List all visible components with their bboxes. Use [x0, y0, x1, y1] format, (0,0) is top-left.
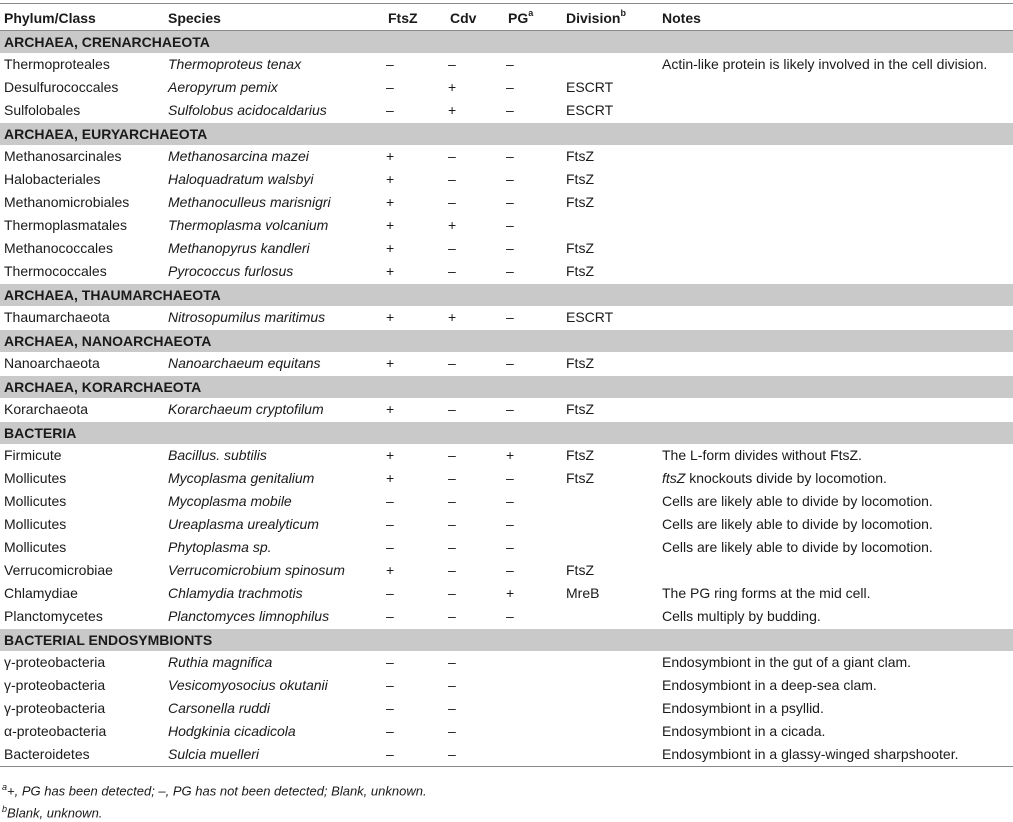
table-row — [0, 145, 1013, 168]
cell-cdv: – — [448, 608, 456, 624]
cell-phylum: Thaumarchaeota — [4, 309, 110, 325]
cell-cdv: – — [448, 585, 456, 601]
cell-pg: + — [506, 585, 515, 601]
cell-species: Haloquadratum walsbyi — [168, 171, 314, 187]
cell-notes — [658, 559, 1013, 582]
cell-phylum: Bacteroidetes — [0, 743, 164, 767]
cell-ftsz: + — [386, 470, 395, 486]
cell-notes — [658, 99, 1013, 123]
cell-ftsz: – — [386, 723, 394, 739]
cell-species: Chlamydia trachmotis — [168, 585, 303, 601]
header-phylum: Phylum/Class — [0, 6, 164, 31]
cell-cdv: – — [448, 654, 456, 670]
cell-division — [562, 674, 658, 697]
cell-ftsz: – — [386, 585, 394, 601]
cell-division — [562, 490, 658, 513]
cell-notes — [658, 260, 1013, 284]
cell-cdv: – — [448, 263, 456, 279]
cell-notes — [658, 191, 1013, 214]
cell-notes: Endosymbiont in the gut of a giant clam. — [662, 654, 912, 670]
table-row — [0, 674, 1013, 697]
cell-phylum: Halobacteriales — [4, 171, 101, 187]
cell-species: Bacillus. subtilis — [168, 447, 267, 463]
cell-species: Hodgkinia cicadicola — [168, 723, 296, 739]
cell-division — [562, 651, 658, 674]
cell-notes: The L-form divides without FtsZ. — [662, 447, 862, 463]
cell-division: FtsZ — [566, 562, 594, 578]
cell-notes: Endosymbiont in a glassy-winged sharpshooter. — [658, 743, 1013, 767]
cell-division — [562, 605, 658, 629]
section-row — [0, 422, 1013, 445]
cell-species: Methanoculleus marisnigri — [168, 194, 331, 210]
cell-ftsz: – — [386, 102, 394, 118]
header-ftsz: FtsZ — [384, 6, 446, 31]
cell-division — [562, 536, 658, 559]
cell-ftsz: – — [386, 700, 394, 716]
cell-notes: Cells are likely able to divide by locomotion. — [662, 493, 933, 509]
cell-pg: – — [506, 309, 514, 325]
header-division-footnote-mark: b — [620, 8, 626, 19]
footnote-a — [0, 782, 427, 798]
division-table — [0, 6, 1013, 767]
table-row — [0, 214, 1013, 237]
cell-pg: – — [506, 171, 514, 187]
cell-ftsz: + — [386, 447, 395, 463]
cell-notes — [658, 467, 1013, 490]
cell-species: Phytoplasma sp. — [168, 539, 272, 555]
section-row — [0, 284, 1013, 307]
cell-division: FtsZ — [566, 355, 594, 371]
cell-ftsz: + — [386, 171, 395, 187]
table-row — [0, 582, 1013, 605]
cell-ftsz: – — [386, 493, 394, 509]
table-row — [0, 53, 1013, 76]
cell-pg: – — [506, 493, 514, 509]
cell-pg: – — [506, 217, 514, 233]
cell-division: FtsZ — [566, 194, 594, 210]
cell-pg: + — [506, 447, 515, 463]
cell-ftsz: + — [386, 309, 395, 325]
cell-ftsz: – — [386, 79, 394, 95]
cell-ftsz: – — [384, 743, 446, 767]
header-row — [0, 6, 1013, 31]
section-title: ARCHAEA, KORARCHAEOTA — [0, 376, 1013, 399]
table-row — [0, 720, 1013, 743]
cell-phylum: Verrucomicrobiae — [4, 562, 113, 578]
cell-species: Aeropyrum pemix — [168, 79, 278, 95]
cell-cdv: + — [448, 217, 457, 233]
table-header — [0, 6, 1013, 31]
cell-ftsz: – — [386, 516, 394, 532]
header-division-label: Division — [566, 10, 621, 26]
cell-pg — [504, 697, 562, 720]
cell-pg — [504, 720, 562, 743]
footnote-b-mark: b — [2, 804, 8, 814]
cell-notes — [658, 237, 1013, 260]
cell-cdv: – — [448, 194, 456, 210]
cell-pg: – — [506, 194, 514, 210]
section-row — [0, 123, 1013, 146]
cell-phylum: Mollicutes — [4, 539, 67, 555]
cell-cdv: – — [448, 677, 456, 693]
cell-notes: Cells are likely able to divide by locomotion. — [662, 516, 933, 532]
cell-pg: – — [506, 240, 514, 256]
cell-cdv: – — [448, 516, 456, 532]
section-row — [0, 330, 1013, 353]
cell-pg — [504, 743, 562, 767]
cell-species: Thermoproteus tenax — [168, 56, 302, 72]
section-title: ARCHAEA, NANOARCHAEOTA — [0, 330, 1013, 353]
cell-phylum: Methanomicrobiales — [4, 194, 130, 210]
cell-ftsz: + — [386, 194, 395, 210]
cell-ftsz: + — [386, 263, 395, 279]
cell-cdv: + — [448, 309, 457, 325]
table-row — [0, 490, 1013, 513]
cell-notes: Endosymbiont in a cicada. — [662, 723, 826, 739]
cell-pg — [504, 651, 562, 674]
cell-ftsz: – — [386, 539, 394, 555]
cell-ftsz: – — [386, 56, 394, 72]
cell-phylum: Methanosarcinales — [4, 148, 122, 164]
footnote-b-text: Blank, unknown. — [7, 805, 103, 821]
cell-species: Ruthia magnifica — [168, 654, 273, 670]
cell-cdv: – — [448, 562, 456, 578]
cell-phylum: Methanococcales — [4, 240, 113, 256]
section-title: BACTERIA — [0, 422, 1013, 445]
cell-pg: – — [506, 562, 514, 578]
cell-cdv: – — [448, 171, 456, 187]
cell-species: Nanoarchaeum equitans — [168, 355, 321, 371]
cell-species: Ureaplasma urealyticum — [168, 516, 319, 532]
cell-cdv: + — [448, 102, 457, 118]
cell-phylum: Firmicute — [4, 447, 62, 463]
cell-pg: – — [506, 102, 514, 118]
cell-ftsz: + — [386, 562, 395, 578]
section-title: ARCHAEA, CRENARCHAEOTA — [0, 31, 1013, 54]
cell-phylum: Nanoarchaeota — [4, 355, 100, 371]
cell-cdv: + — [448, 79, 457, 95]
cell-phylum: Planctomycetes — [4, 608, 103, 624]
cell-species: Planctomyces limnophilus — [168, 608, 330, 624]
cell-ftsz: – — [386, 654, 394, 670]
cell-species: Methanopyrus kandleri — [168, 240, 310, 256]
section-title: ARCHAEA, EURYARCHAEOTA — [0, 123, 1013, 146]
table-row — [0, 651, 1013, 674]
table-row — [0, 191, 1013, 214]
cell-ftsz: + — [386, 401, 395, 417]
cell-phylum: γ-proteobacteria — [4, 677, 106, 693]
cell-species: Mycoplasma mobile — [168, 493, 292, 509]
header-cdv: Cdv — [446, 6, 504, 31]
cell-notes — [658, 214, 1013, 237]
cell-division — [562, 53, 658, 76]
cell-division — [562, 743, 658, 767]
cell-species: Vesicomyosocius okutanii — [168, 677, 328, 693]
cell-pg: – — [506, 470, 514, 486]
header-division — [562, 6, 658, 31]
cell-species: Methanosarcina mazei — [168, 148, 309, 164]
cell-notes: The PG ring forms at the mid cell. — [662, 585, 871, 601]
cell-notes — [658, 145, 1013, 168]
table-row — [0, 605, 1013, 629]
cell-species: Sulfolobus acidocaldarius — [168, 102, 327, 118]
table-row — [0, 76, 1013, 99]
cell-ftsz: – — [386, 608, 394, 624]
cell-phylum: Mollicutes — [4, 470, 67, 486]
section-title: ARCHAEA, THAUMARCHAEOTA — [0, 284, 1013, 307]
footnote-a-mark: a — [2, 782, 8, 792]
cell-cdv: – — [448, 539, 456, 555]
cell-cdv: – — [448, 240, 456, 256]
cell-species: Thermoplasma volcanium — [168, 217, 329, 233]
cell-cdv: – — [448, 493, 456, 509]
table-row — [0, 697, 1013, 720]
table-row — [0, 260, 1013, 284]
cell-species: Korarchaeum cryptofilum — [168, 401, 324, 417]
table-row — [0, 536, 1013, 559]
cell-notes — [658, 352, 1013, 376]
section-row — [0, 31, 1013, 54]
table-row — [0, 743, 1013, 767]
table-row — [0, 99, 1013, 123]
cell-division: ESCRT — [566, 309, 614, 325]
cell-division: FtsZ — [566, 148, 594, 164]
cell-division: FtsZ — [566, 470, 594, 486]
cell-phylum: Thermoproteales — [4, 56, 110, 72]
cell-phylum: Mollicutes — [4, 516, 67, 532]
header-pg-label: PG — [508, 10, 529, 26]
cell-cdv: – — [448, 355, 456, 371]
cell-cdv: – — [448, 447, 456, 463]
header-notes: Notes — [658, 6, 1013, 31]
table-row — [0, 513, 1013, 536]
cell-cdv: – — [448, 56, 456, 72]
cell-division: FtsZ — [566, 240, 594, 256]
cell-cdv: – — [448, 148, 456, 164]
cell-phylum: γ-proteobacteria — [4, 654, 106, 670]
cell-pg: – — [506, 263, 514, 279]
cell-phylum: α-proteobacteria — [4, 723, 107, 739]
cell-cdv: – — [446, 743, 504, 767]
footnote-a-text: +, PG has been detected; –, PG has not been detected; Blank, unknown. — [7, 783, 427, 799]
cell-notes: Endosymbiont in a psyllid. — [662, 700, 824, 716]
cell-ftsz: + — [386, 355, 395, 371]
table-row — [0, 237, 1013, 260]
cell-pg: – — [506, 148, 514, 164]
header-species: Species — [164, 6, 384, 31]
cell-pg: – — [506, 79, 514, 95]
cell-notes — [658, 306, 1013, 330]
cell-ftsz: + — [386, 240, 395, 256]
cell-division: FtsZ — [566, 171, 594, 187]
cell-cdv: – — [448, 401, 456, 417]
cell-phylum: Chlamydiae — [4, 585, 78, 601]
table-row — [0, 467, 1013, 490]
cell-division: ESCRT — [566, 79, 614, 95]
header-pg-footnote-mark: a — [528, 8, 534, 19]
cell-division: FtsZ — [566, 401, 594, 417]
table-row — [0, 559, 1013, 582]
table-row — [0, 352, 1013, 376]
cell-phylum: Desulfurococcales — [4, 79, 119, 95]
cell-division — [562, 697, 658, 720]
cell-cdv: – — [448, 700, 456, 716]
cell-division — [562, 513, 658, 536]
cell-pg: – — [506, 401, 514, 417]
cell-ftsz: + — [386, 217, 395, 233]
section-row — [0, 376, 1013, 399]
cell-pg: – — [506, 608, 514, 624]
cell-ftsz: + — [386, 148, 395, 164]
cell-species: Mycoplasma genitalium — [168, 470, 315, 486]
cell-division: ESCRT — [566, 102, 614, 118]
cell-cdv: – — [448, 723, 456, 739]
cell-cdv: – — [448, 470, 456, 486]
cell-notes: Endosymbiont in a deep-sea clam. — [662, 677, 877, 693]
cell-species: Verrucomicrobium spinosum — [168, 562, 345, 578]
cell-ftsz: – — [386, 677, 394, 693]
table-row — [0, 444, 1013, 467]
section-title: BACTERIAL ENDOSYMBIONTS — [0, 629, 1013, 652]
cell-species: Nitrosopumilus maritimus — [168, 309, 326, 325]
cell-notes-gene: ftsZ — [662, 470, 686, 486]
table-row — [0, 398, 1013, 422]
cell-phylum: Thermococcales — [4, 263, 107, 279]
cell-division — [562, 720, 658, 743]
cell-phylum: γ-proteobacteria — [4, 700, 106, 716]
cell-phylum: Korarchaeota — [4, 401, 89, 417]
cell-species: Carsonella ruddi — [168, 700, 270, 716]
cell-phylum: Sulfolobales — [4, 102, 81, 118]
cell-notes — [658, 76, 1013, 99]
cell-notes: Cells multiply by budding. — [662, 608, 821, 624]
cell-division: MreB — [566, 585, 600, 601]
cell-pg — [504, 674, 562, 697]
top-rule — [0, 3, 1013, 4]
cell-phylum: Thermoplasmatales — [4, 217, 127, 233]
table-row — [0, 306, 1013, 330]
cell-division: FtsZ — [566, 263, 594, 279]
cell-pg: – — [506, 516, 514, 532]
cell-phylum: Mollicutes — [4, 493, 67, 509]
table-row — [0, 168, 1013, 191]
cell-species: Pyrococcus furlosus — [168, 263, 294, 279]
cell-pg: – — [506, 56, 514, 72]
table-body — [0, 31, 1013, 767]
section-row — [0, 629, 1013, 652]
header-pg — [504, 6, 562, 31]
cell-notes — [658, 398, 1013, 422]
cell-species: Sulcia muelleri — [164, 743, 384, 767]
cell-division — [562, 214, 658, 237]
cell-division: FtsZ — [566, 447, 594, 463]
cell-notes-text: knockouts divide by locomotion. — [685, 470, 887, 486]
cell-pg: – — [506, 539, 514, 555]
cell-notes: Actin-like protein is likely involved in the cell division. — [662, 56, 988, 72]
cell-notes — [658, 168, 1013, 191]
cell-pg: – — [506, 355, 514, 371]
cell-notes: Cells are likely able to divide by locomotion. — [662, 539, 933, 555]
footnote-b — [0, 804, 102, 820]
